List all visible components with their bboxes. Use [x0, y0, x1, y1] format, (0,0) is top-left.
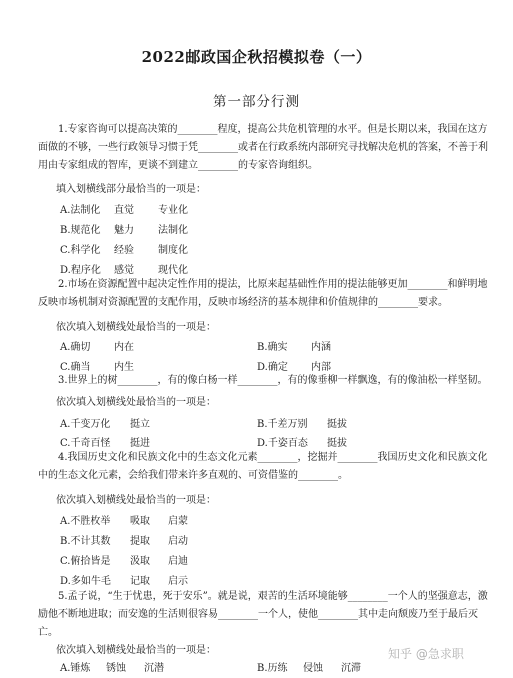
question-2-option-c: C.确当 内生: [60, 362, 134, 373]
question-1-option-d: D.程序化 感觉 现代化: [60, 265, 188, 276]
question-1-option-a: A.法制化 直觉 专业化: [60, 205, 188, 216]
question-3-option-b: B.千差万别 挺拔: [257, 419, 347, 430]
question-2-option-b: B.确实 内涵: [257, 342, 331, 353]
question-5-option-a: A.锤炼 锈蚀 沉潜: [60, 663, 164, 674]
section-heading: 第一部分行测: [213, 94, 300, 110]
question-1-stem: 1.专家咨询可以提高决策的________程度，提高公共危机管理的水平。但是长期以来，我国在这方面做的不够，一些行政领导习惯于凭________或者在行政系统内部研究寻找解决危机的答案，不善于利用由专家组成的智库，更谈不到建立________的专家咨询组织。: [38, 124, 488, 171]
question-3-option-c: C.千奇百怪 挺进: [60, 438, 150, 449]
question-2-option-a: A.确切 内在: [60, 342, 134, 353]
zhihu-watermark: 知乎 @急求职: [388, 647, 464, 661]
question-2-prompt: 依次填入划横线处最恰当的一项是：: [56, 322, 216, 333]
question-1-prompt: 填入划横线部分最恰当的一项是：: [56, 184, 206, 195]
question-4-option-d: D.多如牛毛 记取 启示: [60, 576, 188, 587]
question-1-option-c: C.科学化 经验 制度化: [60, 245, 188, 256]
question-1-option-b: B.规范化 魅力 法制化: [60, 225, 188, 236]
question-4-prompt: 依次填入划横线处最恰当的一项是：: [56, 495, 216, 506]
question-4-stem: 4.我国历史文化和民族文化中的生态文化元素________，挖掘并________我国历史文化和民族文化中的生态文化元素，会给我们带来许多直观的、可资借鉴的________。: [38, 452, 488, 481]
question-5-stem: 5.孟子说，“生于忧患，死于安乐”。就是说，艰苦的生活环境能够________一个人的坚强意志，激励他不断地进取；而安逸的生活则很容易________一个人，使他________其中走向颓废乃至于最后灭亡。: [38, 591, 488, 638]
question-3-prompt: 依次填入划横线处最恰当的一项是：: [56, 397, 216, 408]
question-4-option-a: A.不胜枚举 吸取 启蒙: [60, 516, 188, 527]
question-5-prompt: 依次填入划横线处最恰当的一项是：: [56, 645, 216, 656]
question-3-option-a: A.千变万化 挺立: [60, 419, 150, 430]
question-2-stem: 2.市场在资源配置中起决定性作用的提法，比原来起基础性作用的提法能够更加________和鲜明地反映市场机制对资源配置的支配作用，反映市场经济的基本规律和价值规律的________要求。: [38, 279, 488, 308]
question-5-option-b: B.历练 侵蚀 沉滞: [257, 663, 361, 674]
question-3-option-d: D.千姿百态 挺拔: [257, 438, 347, 449]
question-4-option-c: C.俯拾皆是 汲取 启迪: [60, 556, 188, 567]
question-4-option-b: B.不计其数 提取 启动: [60, 536, 188, 547]
question-3-stem: 3.世界上的树________，有的像白杨一样________，有的像垂柳一样飘逸，有的像油松一样坚韧。: [58, 375, 488, 386]
question-2-option-d: D.确定 内部: [257, 362, 331, 373]
exam-title: 2022邮政国企秋招模拟卷（一）: [141, 48, 372, 66]
